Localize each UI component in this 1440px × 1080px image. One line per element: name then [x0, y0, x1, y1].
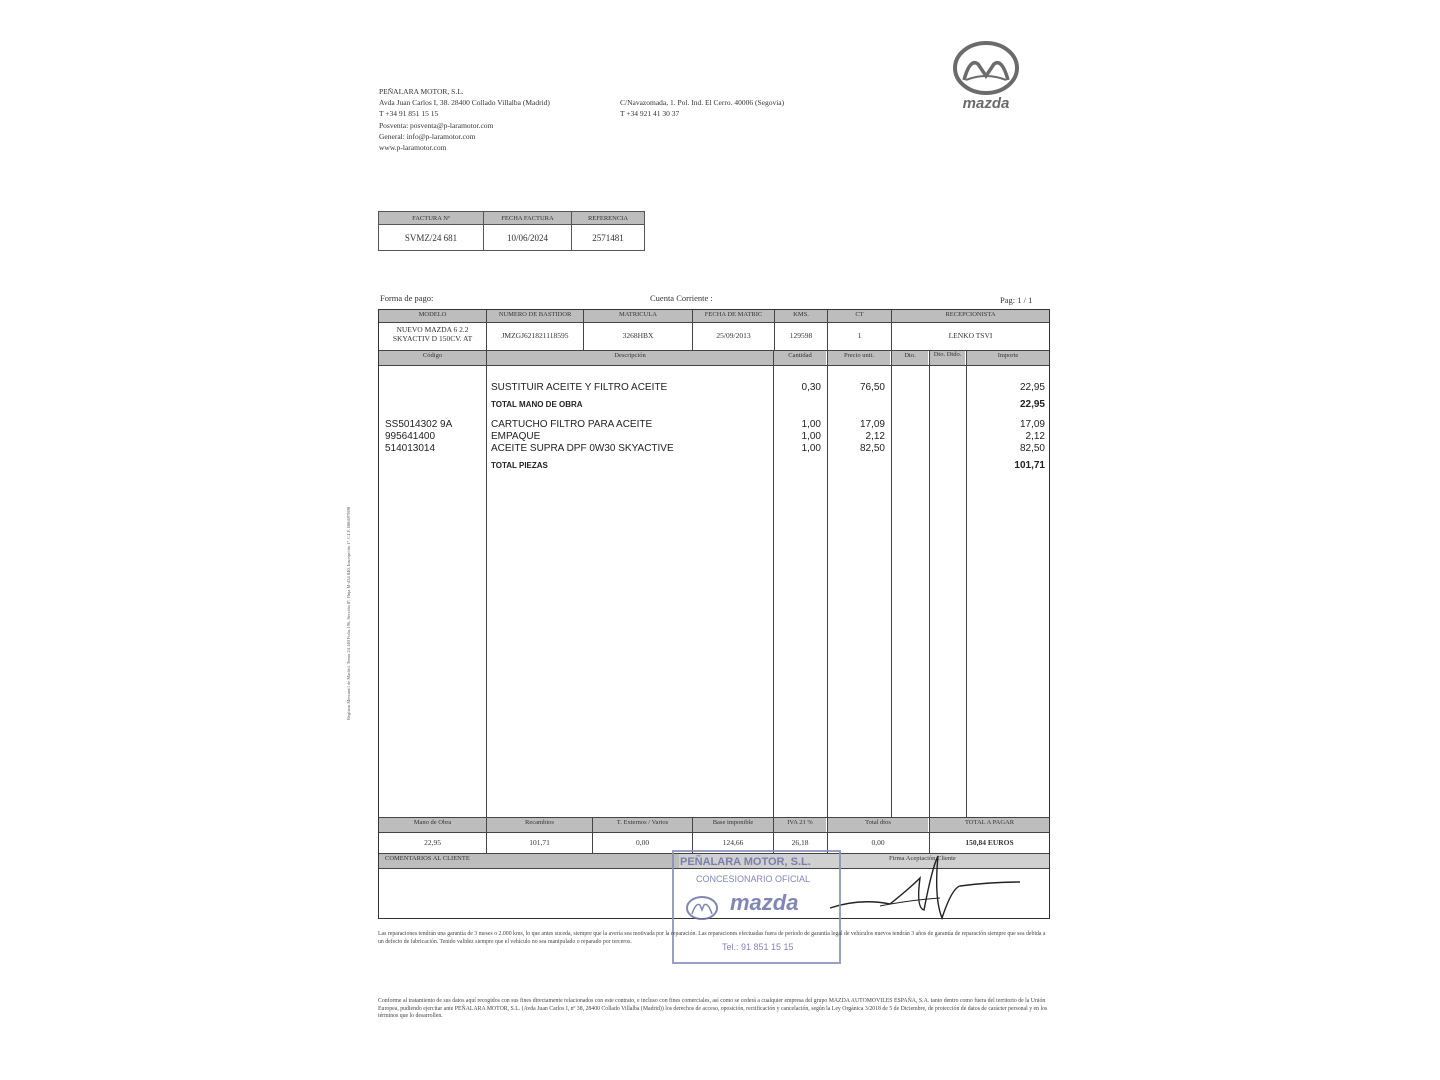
company-address: Avda Juan Carlos I, 38. 28400 Collado Villalba (Madrid): [379, 98, 550, 108]
line-item-unit-price: 2,12: [865, 431, 885, 442]
divider: [774, 310, 775, 350]
invoice-header-table: [378, 211, 645, 251]
line-item-description: SUSTITUIR ACEITE Y FILTRO ACEITE: [491, 382, 668, 393]
description-column-header: Descripción: [487, 351, 773, 365]
line-item-unit-price: 76,50: [859, 382, 885, 393]
labour-total-label: TOTAL MANO DE OBRA: [491, 400, 583, 409]
vin-header: NUMERO DE BASTIDOR: [487, 310, 583, 322]
stamp-brand: mazda: [730, 890, 799, 915]
invoice-body: [378, 309, 1050, 919]
company-info-secondary: [620, 97, 784, 119]
divider: [692, 310, 693, 350]
company-postventa: Posventa: posventa@p-laramotor.com: [379, 120, 494, 130]
divider: [692, 817, 693, 853]
mazda-logo: [944, 40, 1028, 114]
vehicle-model-line2: SKYACTIV D 150CV. AT: [392, 334, 473, 343]
line-item-code: SS5014302 9A: [385, 419, 453, 430]
line-item-description: CARTUCHO FILTRO PARA ACEITE: [491, 419, 653, 430]
company-phone: T +34 91 851 15 15: [379, 109, 439, 119]
divider: [592, 817, 593, 853]
vehicle-reg-date: 25/09/2013: [716, 331, 751, 340]
divider: [966, 350, 967, 817]
line-item-code: 514013014: [385, 443, 436, 454]
company-info: [379, 86, 550, 153]
divider: [486, 817, 487, 853]
company-general-email: General: info@p-laramotor.com: [379, 131, 476, 141]
stamp-dealer: CONCESIONARIO OFICIAL: [696, 874, 811, 884]
mazda-wordmark: mazda: [962, 95, 1010, 112]
stamp-emblem-icon: [684, 894, 720, 922]
line-item-quantity: 0,30: [801, 382, 821, 393]
reg-date-header: FECHA DE MATRIC: [693, 310, 774, 322]
discount-column-header: Dto.: [892, 351, 928, 365]
vehicle-plate: 3268HBX: [622, 331, 654, 340]
divider: [583, 310, 584, 350]
line-item-code: 995641400: [385, 431, 436, 442]
parts-total-amount: 101,71: [1014, 460, 1045, 471]
invoice-number-header: FACTURA Nº: [379, 212, 484, 225]
divider: [891, 350, 892, 817]
labour-total: 22,95: [424, 838, 441, 847]
line-item-amount: 2,12: [1025, 431, 1045, 442]
invoice-reference-header: REFERENCIA: [572, 212, 645, 225]
company-name: PEÑALARA MOTOR, S.L.: [379, 87, 464, 96]
line-item-quantity: 1,00: [801, 419, 821, 430]
registry-text: Registro Mercantil de Madrid, Tomo 24 140 Folio 196, Sección 8ª, Hoja M-434 040, Inscripción 1ª. C.I.F. B86697890: [346, 506, 351, 720]
ct-header: CT: [828, 310, 891, 322]
vehicle-ct: 1: [857, 331, 862, 340]
discount2-column-header: Dto. Dtdo.: [930, 351, 965, 365]
divider: [929, 350, 930, 817]
payment-method-label: Forma de pago:: [380, 293, 434, 303]
line-item-quantity: 1,00: [801, 443, 821, 454]
line-item-amount: 17,09: [1019, 419, 1045, 430]
parts-total: 101,71: [529, 838, 550, 847]
account-label: Cuenta Corriente :: [650, 293, 713, 303]
discount-total-header: Total dtos: [828, 818, 928, 832]
amount-column-header: Importe: [967, 351, 1049, 365]
comments-label: COMENTARIOS AL CLIENTE: [379, 854, 679, 868]
page-number: Pag: 1 / 1: [1000, 295, 1033, 305]
total-to-pay: 150,84 EUROS: [965, 838, 1014, 847]
line-item-unit-price: 17,09: [859, 419, 885, 430]
divider: [379, 322, 1049, 323]
vehicle-kms: 129598: [789, 331, 813, 340]
line-item-unit-price: 82,50: [859, 443, 885, 454]
company-phone-2: T +34 921 41 30 37: [620, 109, 680, 119]
line-item-description: EMPAQUE: [491, 431, 541, 442]
company-stamp: [672, 850, 841, 964]
privacy-text: Conforme al tratamiento de sus datos aquí recogidos con sus fines directamente relacionados con este contrato, e incluso con fines comerciales, así como se cederá a cualquier empresa del grupo MAZDA AUTOMOVILES ESPAÑA, S.A. tanto dentro como fuera del territorio de la Unión Europea, pudiendo ejercitar ante PEÑALARA MOTOR, S.L. (Avda Juan Carlos I, nº 38, 28400 Collado Villalba (Madrid)) los derechos de acceso, oposición, rectificación y cancelación, según la Ley Orgánica 3/2018 de 5 de Diciembre, de protección de datos de carácter personal y en los términos que lo desarrollen.: [378, 998, 1048, 1019]
divider: [773, 350, 774, 817]
line-item-amount: 82,50: [1019, 443, 1045, 454]
line-item-description: ACEITE SUPRA DPF 0W30 SKYACTIVE: [491, 443, 674, 454]
vehicle-model-line1: NUEVO MAZDA 6 2.2: [396, 325, 469, 334]
line-item-amount: 22,95: [1019, 382, 1045, 393]
external-total: 0,00: [635, 838, 650, 847]
discount-total: 0,00: [871, 838, 885, 847]
tax-base-header: Base imponible: [693, 818, 773, 832]
invoice-reference: 2571481: [572, 225, 645, 251]
stamp-company: PEÑALARA MOTOR, S.L.: [680, 856, 811, 868]
signature-label: Firma Aceptación Cliente: [679, 854, 1049, 868]
divider: [379, 365, 1049, 366]
divider: [827, 310, 828, 350]
line-item-quantity: 1,00: [801, 431, 821, 442]
divider: [486, 350, 487, 817]
divider: [827, 350, 828, 817]
vat-total: 26,18: [791, 838, 809, 847]
divider: [891, 310, 892, 350]
parts-header: Recambios: [487, 818, 592, 832]
warranty-text: Las reparaciones tendrán una garantía de 3 meses o 2.000 kms, lo que antes suceda, siempre que la avería sea motivada por la reparación. Las reparaciones efectuadas fuera de período de garantía legal de vehículos nuevos tendrán 3 años de garantía de reparación siempre que sea debida a un defecto de fabricación. Tenido validez siempre que el vehículo no sea manipulado o reparado por terceros.: [378, 931, 1046, 945]
model-header: MODELO: [379, 310, 486, 322]
plate-header: MATRICULA: [584, 310, 692, 322]
company-web: www.p-laramotor.com: [379, 143, 447, 153]
invoice-date: 10/06/2024: [484, 225, 572, 251]
invoice-number: SVMZ/24 681: [379, 225, 484, 251]
divider: [379, 832, 1049, 833]
parts-total-label: TOTAL PIEZAS: [491, 461, 548, 470]
stamp-phone: Tel.: 91 851 15 15: [722, 942, 794, 952]
company-address-2: C/Navazomada, 1. Pol. Ind. El Cerro. 40006 (Segovia): [620, 98, 785, 107]
tax-base-total: 124,66: [722, 838, 744, 847]
kms-header: KMS.: [775, 310, 827, 322]
receptionist-header: RECEPCIONISTA: [892, 310, 1049, 322]
labour-header: Mano de Obra: [379, 818, 486, 832]
invoice-date-header: FECHA FACTURA: [484, 212, 572, 225]
code-column-header: Código: [379, 351, 486, 365]
vehicle-receptionist: LENKO TSVI: [948, 331, 993, 340]
signature-icon: [820, 848, 1030, 928]
unit-price-column-header: Precio unit.: [828, 351, 890, 365]
vat-header: IVA 21 %: [774, 818, 826, 832]
vehicle-vin: JMZGJ621821118595: [501, 331, 569, 340]
external-header: T. Externos / Varios: [593, 818, 692, 832]
quantity-column-header: Cantidad: [774, 351, 826, 365]
labour-total-amount: 22,95: [1019, 399, 1045, 410]
divider: [486, 310, 487, 350]
divider: [773, 817, 774, 853]
total-to-pay-header: TOTAL A PAGAR: [930, 818, 1049, 832]
